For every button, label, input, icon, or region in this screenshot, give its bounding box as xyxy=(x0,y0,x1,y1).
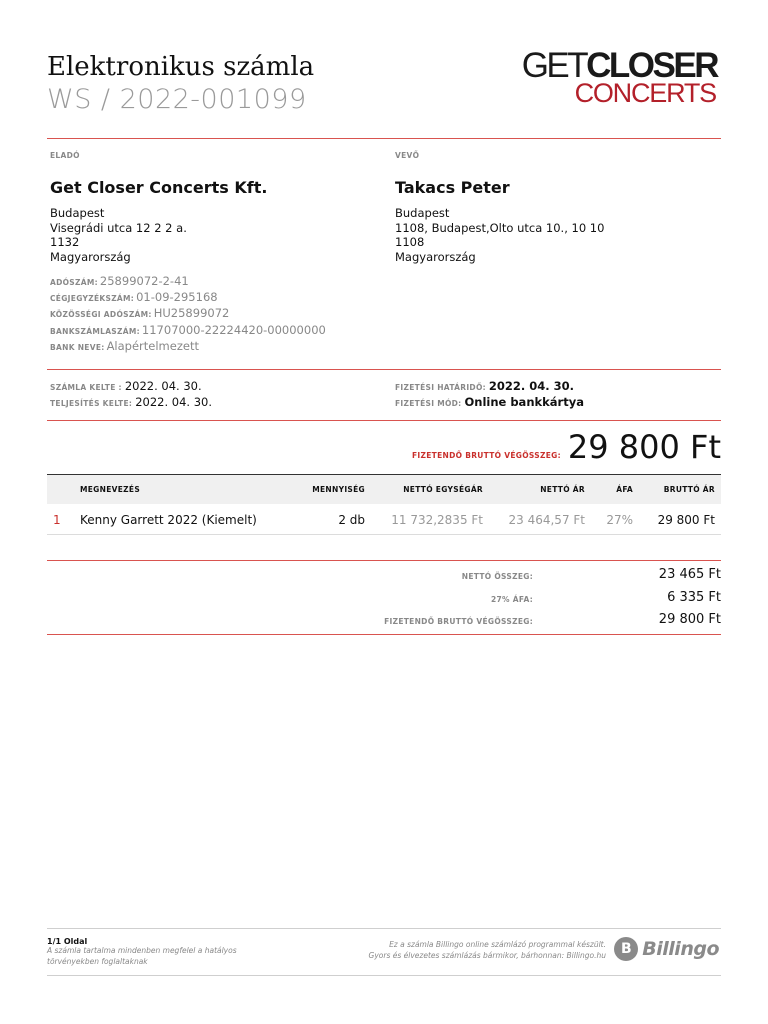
row-unit-net: 11 732,2835 Ft xyxy=(391,513,483,527)
total-due-value: 29 800 Ft xyxy=(567,428,721,466)
summary-vat: 27% ÁFA: 6 335 Ft xyxy=(491,590,721,605)
billingo-icon: B xyxy=(614,937,638,961)
seller-name: Get Closer Concerts Kft. xyxy=(50,178,268,197)
seller-address-line: Magyarország xyxy=(50,249,131,264)
header-unit-net: NETTÓ EGYSÉGÁR xyxy=(403,485,483,494)
invoice-page xyxy=(47,0,721,1024)
buyer-address-line: 1108 xyxy=(395,235,425,249)
payment-method: FIZETÉSI MÓD: Online bankkártya xyxy=(395,394,584,409)
buyer-address-line: 1108, Budapest,Olto utca 10., 10 10 xyxy=(395,220,605,235)
logo-text-closer: CLOSER xyxy=(586,46,717,85)
legal-note-line: törvényekben foglaltaknak xyxy=(47,956,148,966)
divider xyxy=(47,369,721,370)
header-name: MEGNEVEZÉS xyxy=(80,485,141,494)
document-title: Elektronikus számla xyxy=(47,52,315,82)
payment-deadline: FIZETÉSI HATÁRIDŐ: 2022. 04. 30. xyxy=(395,379,575,393)
seller-address-line: Budapest xyxy=(50,206,105,220)
footer-divider xyxy=(47,975,721,976)
issue-date: SZÁMLA KELTE : 2022. 04. 30. xyxy=(50,379,202,393)
billingo-logo xyxy=(614,937,719,961)
summary-gross: FIZETENDŐ BRUTTÓ VÉGÖSSZEG: 29 800 Ft xyxy=(384,612,721,627)
seller-bank-account: BANKSZÁMLASZÁM: 11707000-22224420-00000000 xyxy=(50,322,326,337)
logo-text-concerts: CONCERTS xyxy=(574,78,716,108)
items-table-header xyxy=(47,474,721,504)
buyer-block xyxy=(395,151,715,264)
divider xyxy=(47,560,721,561)
buyer-address xyxy=(395,206,715,264)
row-quantity: 2 db xyxy=(338,513,365,527)
header-net: NETTÓ ÁR xyxy=(540,485,585,494)
header-vat: ÁFA xyxy=(616,485,633,494)
seller-address-line: Visegrádi utca 12 2 2 a. xyxy=(50,220,187,235)
billingo-wordmark: Billingo xyxy=(642,938,719,960)
table-row xyxy=(47,504,721,535)
seller-section-label: ELADÓ xyxy=(50,151,80,160)
page-number: 1/1 Oldal xyxy=(47,937,88,946)
seller-address xyxy=(50,206,380,264)
fulfillment-date: TELJESÍTÉS KELTE: 2022. 04. 30. xyxy=(50,394,212,409)
logo-text-get: GET xyxy=(521,46,587,85)
buyer-address-line: Budapest xyxy=(395,206,450,220)
row-index: 1 xyxy=(53,513,61,527)
buyer-section-label: VEVŐ xyxy=(395,151,420,160)
footer-divider xyxy=(47,928,721,929)
row-name: Kenny Garrett 2022 (Kiemelt) xyxy=(80,513,257,527)
footer-billingo-note xyxy=(286,940,606,961)
total-due xyxy=(412,428,721,466)
billingo-note-line: Ez a számla Billingo online számlázó programmal készült. xyxy=(389,940,606,949)
divider xyxy=(47,420,721,421)
seller-address-line: 1132 xyxy=(50,235,80,249)
invoice-number: WS / 2022-001099 xyxy=(47,84,307,115)
legal-note-line: A számla tartalma mindenben megfelel a hatályos xyxy=(47,946,237,955)
seller-eu-tax-number: KÖZÖSSÉGI ADÓSZÁM: HU25899072 xyxy=(50,306,230,321)
divider xyxy=(47,634,721,635)
buyer-name: Takacs Peter xyxy=(395,178,510,197)
seller-details xyxy=(50,274,380,355)
row-net: 23 464,57 Ft xyxy=(508,513,585,527)
seller-block xyxy=(50,151,380,355)
header-gross: BRUTTÓ ÁR xyxy=(663,485,715,494)
billingo-note-line: Gyors és élvezetes számlázás bármikor, bárhonnan: Billingo.hu xyxy=(368,950,606,960)
row-gross: 29 800 Ft xyxy=(657,513,715,527)
summary-net: NETTÓ ÖSSZEG: 23 465 Ft xyxy=(461,567,721,582)
seller-company-reg: CÉGJEGYZÉKSZÁM: 01-09-295168 xyxy=(50,290,218,305)
seller-tax-number: ADÓSZÁM: 25899072-2-41 xyxy=(50,274,189,288)
invoice-dates xyxy=(50,379,380,410)
header-quantity: MENNYISÉG xyxy=(312,485,365,494)
seller-bank-name: BANK NEVE: Alapértelmezett xyxy=(50,338,199,353)
total-due-label: FIZETENDŐ BRUTTÓ VÉGÖSSZEG: xyxy=(411,451,561,460)
payment-info xyxy=(395,379,715,410)
company-logo xyxy=(521,46,717,108)
footer-left xyxy=(47,937,287,967)
divider xyxy=(47,138,721,139)
row-vat: 27% xyxy=(606,513,633,527)
buyer-address-line: Magyarország xyxy=(395,249,476,264)
